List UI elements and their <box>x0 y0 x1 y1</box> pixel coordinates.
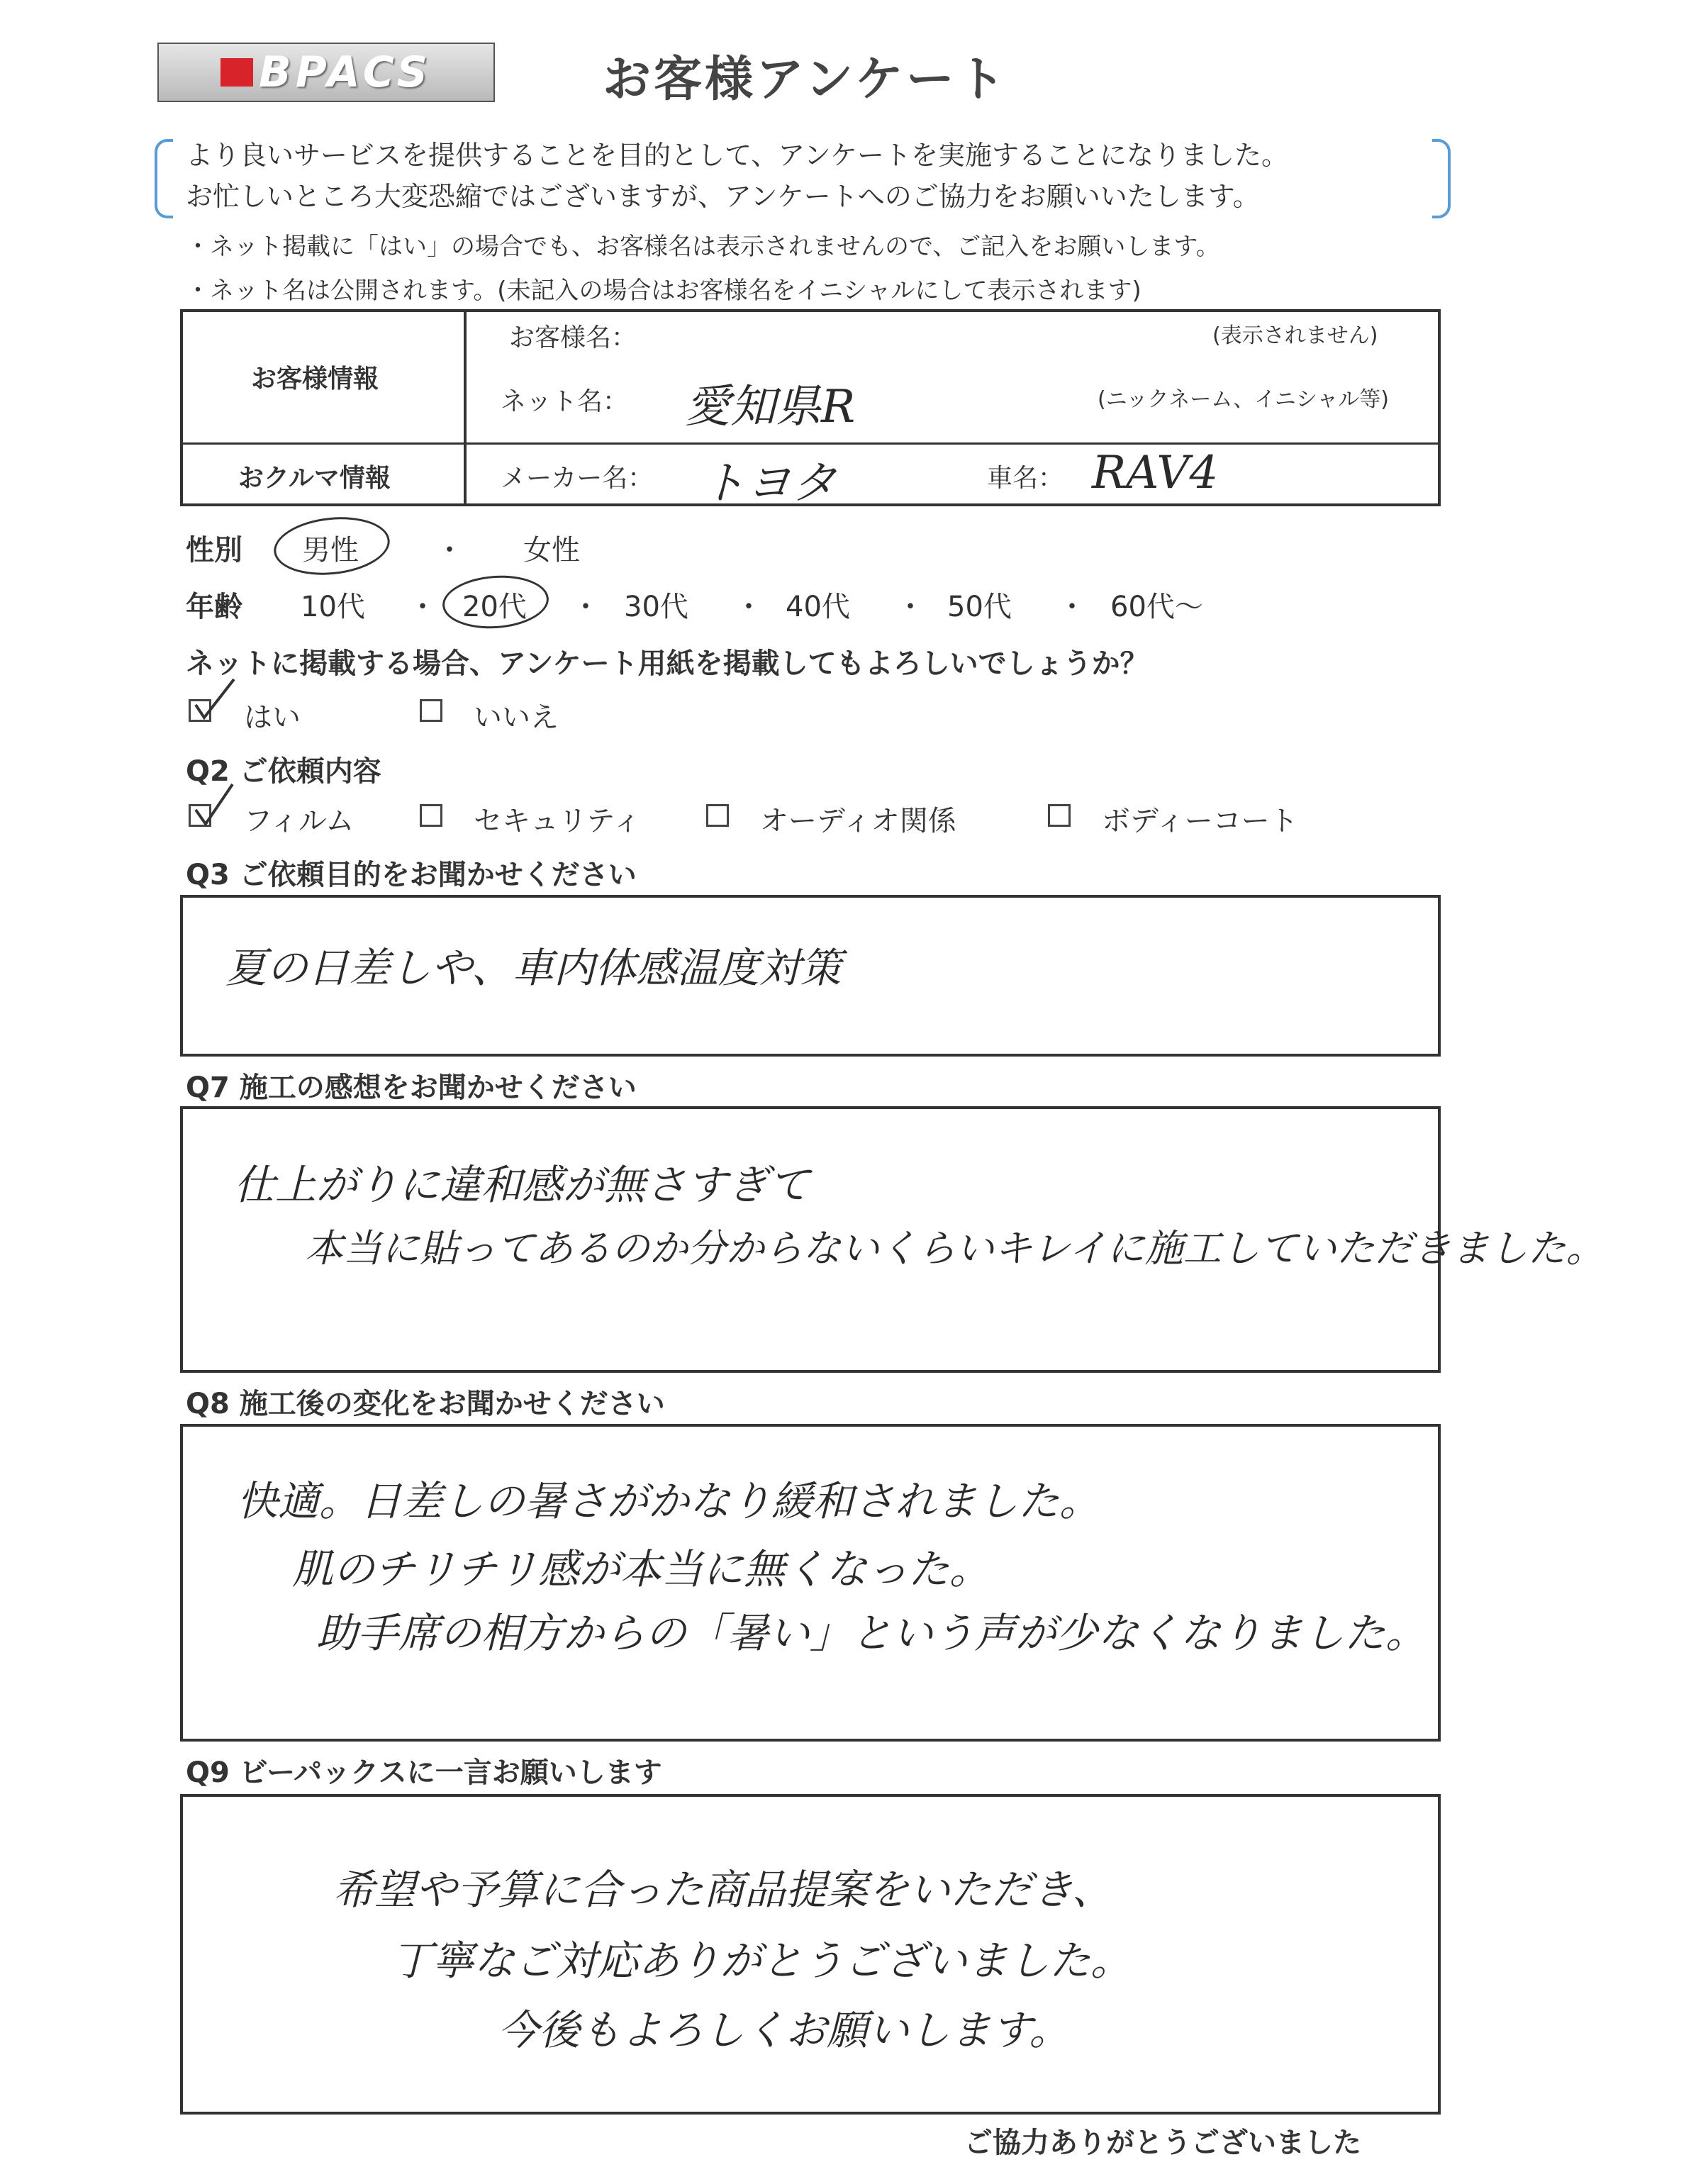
car-name-field[interactable]: RAV4 <box>1092 447 1219 499</box>
age-option-40s[interactable]: 40代 <box>786 591 850 623</box>
publish-question: ネットに掲載する場合、アンケート用紙を掲載してもよろしいでしょうか？ <box>186 647 1149 680</box>
age-option-20s[interactable]: 20代 <box>462 591 527 623</box>
maker-label: メーカー名： <box>501 464 654 493</box>
q2-film-checkmark-icon <box>186 780 242 830</box>
gender-option-female[interactable]: 女性 <box>523 534 580 567</box>
maker-field[interactable]: トヨタ <box>700 457 837 510</box>
publish-yes-checkmark-icon <box>186 674 242 723</box>
q2-audio-checkbox[interactable] <box>706 804 729 827</box>
age-separator-3: ・ <box>735 591 763 623</box>
age-option-10s[interactable]: 10代 <box>301 591 365 623</box>
q2-option-security: セキュリティ <box>474 805 641 837</box>
q2-option-film: フィルム <box>244 805 355 837</box>
q2-security-checkbox[interactable] <box>420 804 442 827</box>
age-option-50s[interactable]: 50代 <box>947 591 1012 623</box>
logo-text: BPACS <box>259 48 432 97</box>
intro-line-2: お忙しいところ大変恐縮ではございますが、アンケートへのご協力をお願いいたします。 <box>186 181 1260 212</box>
customer-info-label: お客様情報 <box>251 364 379 394</box>
footer-thanks: ご協力ありがとうございました <box>964 2127 1361 2159</box>
car-name-label: 車名： <box>987 464 1064 493</box>
q8-answer-line-3: 助手席の相方からの「暑い」という声が少なくなりました。 <box>316 1609 1427 1657</box>
age-label: 年齢 <box>186 591 242 623</box>
q7-answer-line-2: 本当に貼ってあるのか分からないくらいキレイに施工していただきました。 <box>305 1226 1604 1271</box>
q2-heading: Q2 ご依頼内容 <box>186 755 381 788</box>
info-table-row-divider <box>180 442 1441 445</box>
q8-heading: Q8 施工後の変化をお聞かせください <box>186 1388 665 1420</box>
q3-heading: Q3 ご依頼目的をお聞かせください <box>186 859 637 891</box>
age-option-30s[interactable]: 30代 <box>624 591 688 623</box>
age-separator-4: ・ <box>896 591 925 623</box>
q3-answer-line-1: 夏の日差しや、車内体感温度対策 <box>225 944 842 992</box>
q2-bodycoat-checkbox[interactable] <box>1048 804 1071 827</box>
q2-option-bodycoat: ボディーコート <box>1102 805 1298 837</box>
q7-heading: Q7 施工の感想をお聞かせください <box>186 1071 637 1104</box>
note-line-1: ・ネット掲載に「はい」の場合でも、お客様名は表示されませんので、ご記入をお願いします。 <box>186 233 1220 261</box>
q8-answer-line-2: 肌のチリチリ感が本当に無くなった。 <box>292 1545 990 1593</box>
q9-answer-line-3: 今後もよろしくお願いします。 <box>498 2006 1071 2054</box>
customer-name-label: お客様名： <box>509 323 637 352</box>
q2-option-audio: オーディオ関係 <box>760 805 956 837</box>
age-separator-1: ・ <box>408 591 437 623</box>
net-name-field[interactable]: 愛知県R <box>685 381 856 433</box>
age-separator-5: ・ <box>1058 591 1086 623</box>
net-name-label: ネット名： <box>501 387 629 416</box>
q7-answer-line-1: 仕上がりに違和感が無さすぎて <box>234 1161 810 1209</box>
gender-option-male[interactable]: 男性 <box>302 534 359 567</box>
q9-heading: Q9 ビーパックスに一言お願いします <box>186 1756 662 1789</box>
note-line-2: ・ネット名は公開されます。(未記入の場合はお客様名をイニシャルにして表示されます) <box>186 277 1142 305</box>
publish-no-label: いいえ <box>474 701 559 734</box>
publish-no-checkbox[interactable] <box>420 699 442 722</box>
left-bracket <box>155 139 173 218</box>
gender-separator: ・ <box>435 534 464 567</box>
bpacs-logo <box>157 43 495 102</box>
q9-answer-line-2: 丁寧なご対応ありがとうございました。 <box>391 1937 1132 1985</box>
right-bracket <box>1432 139 1451 218</box>
customer-name-note: (表示されません) <box>1212 323 1378 348</box>
page-title: お客様アンケート <box>603 52 1008 108</box>
logo-mark-icon <box>221 58 253 87</box>
publish-yes-label: はい <box>244 701 301 734</box>
intro-line-1: より良いサービスを提供することを目的として、アンケートを実施することになりました。 <box>186 140 1288 171</box>
gender-label: 性別 <box>186 534 242 567</box>
q9-answer-line-1: 希望や予算に合った商品提案をいただき、 <box>333 1866 1113 1914</box>
car-info-label: おクルマ情報 <box>238 464 391 493</box>
q8-answer-line-1: 快適。日差しの暑さがかなり緩和されました。 <box>237 1477 1101 1525</box>
net-name-note: (ニックネーム、イニシャル等) <box>1098 387 1390 412</box>
info-table-divider <box>464 309 467 506</box>
age-option-60s[interactable]: 60代〜 <box>1110 591 1203 623</box>
age-separator-2: ・ <box>571 591 600 623</box>
